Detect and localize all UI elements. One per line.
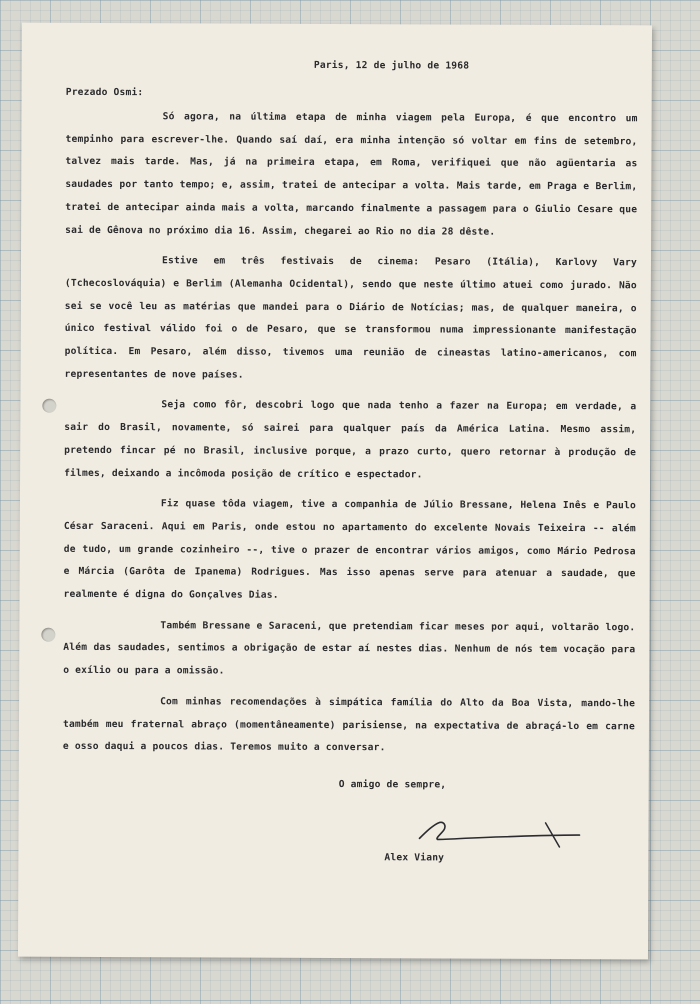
signer-name: Alex Viany xyxy=(384,852,445,864)
punch-hole xyxy=(41,628,55,642)
letter-closing: O amigo de sempre, xyxy=(338,779,447,791)
letter-paragraph: Seja como fôr, descobri logo que nada tenho a fazer na Europa; em verdade, a sair do Brasil, novamente, só sairei para qualquer país da América Latina. Mesmo assim, pretendo fincar pé no Brasil, inclusive porque, a prazo curto, quero retornar à produção de filmes, deixando a incômoda posição de crítico e espectador. xyxy=(64,399,637,480)
punch-hole xyxy=(42,399,56,413)
letter-paragraph: Também Bressane e Saraceni, que pretendiam ficar meses por aqui, voltarão logo. Além das saudades, sentimos a obrigação de estar aí nestes dias. Nenhum de nós tem vocação para o exílio ou para a omissão. xyxy=(63,620,636,677)
letter-paragraph: Estive em três festivais de cinema: Pesaro (Itália), Karlovy Vary (Tchecoslováquia) e Berlim (Alemanha Ocidental), sendo que neste último atuei como jurado. Não sei se você leu as matérias que mandei para o Diário de Notícias; mas, de qualquer maneira, o único festival válido foi o de Pesaro, que se transformou numa impressionante manifestação política. Em Pesaro, além disso, tivemos uma reunião de cineastas latino-americanos, com representantes de nove países. xyxy=(64,255,638,381)
letter-greeting: Prezado Osmi: xyxy=(65,86,144,99)
letter-paragraph: Com minhas recomendações à simpática família do Alto da Boa Vista, mando-lhe também meu fraternal abraço (momentâneamente) parisiense, na expectativa de abraçá-lo em carne e osso daqui a poucos dias. Teremos muito a conversar. xyxy=(62,696,636,754)
signature-icon xyxy=(413,812,583,853)
letter-paragraph: Só agora, na última etapa de minha viagem pela Europa, é que encontro um tempinho para escrever-lhe. Quando saí daí, era minha intenção só voltar em fins de setembro, talvez mais tarde. Mas, já na primeira etapa, em Roma, verifiquei que não agüentaria as saudades por tanto tempo; e, assim, tratei de antecipar a volta. Mais tarde, em Praga e Berlim, tratei de antecipar ainda mais a volta, marcando finalmente a passagem para o Giulio Cesare que sai de Gênova no próximo dia 16. Assim, chegarei ao Rio no dia 28 dêste. xyxy=(65,111,638,238)
letter-date: Paris, 12 de julho de 1968 xyxy=(313,59,470,72)
letter-body xyxy=(63,59,638,791)
letter-sheet xyxy=(18,23,652,960)
letter-paragraph: Fiz quase tôda viagem, tive a companhia de Júlio Bressane, Helena Inês e Paulo César Saraceni. Aqui em Paris, onde estou no apartamento do excelente Novais Teixeira -- além de tudo, um grande cozinheiro --, tive o prazer de encontrar vários amigos, como Mário Pedrosa e Márcia (Garôta de Ipanema) Rodrigues. Mas isso apenas serve para atenuar a saudade, que realmente é digna do Gonçalves Dias. xyxy=(63,498,636,601)
